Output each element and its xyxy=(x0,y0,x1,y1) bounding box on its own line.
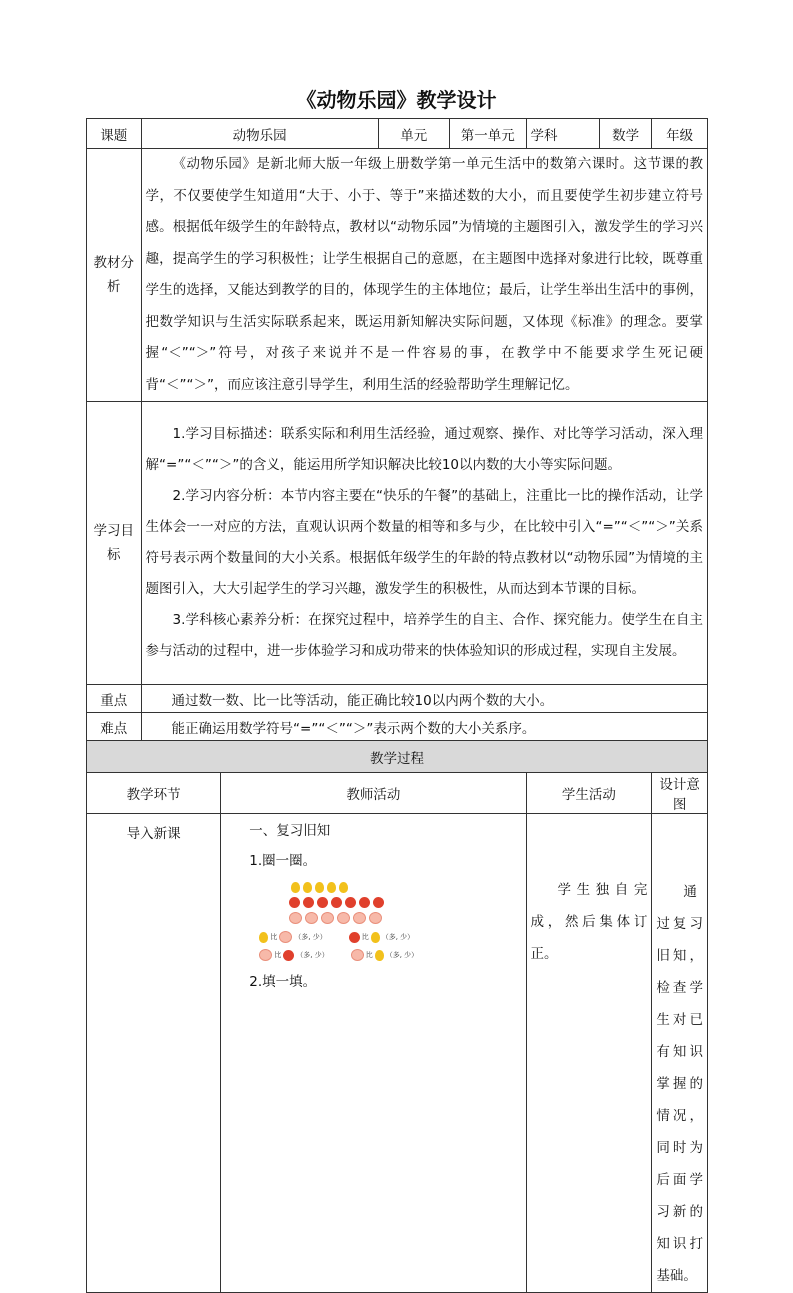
label-unit: 单元 xyxy=(378,119,449,149)
process-row-1 xyxy=(87,814,708,1293)
pear-icon xyxy=(315,882,324,893)
apple-icon xyxy=(373,897,384,908)
stage-cell: 导入新课 xyxy=(87,814,221,1293)
intent-cell: 通过复习旧知，检查学生对已有知识掌握的情况，同时为后面学习新的知识打基础。 xyxy=(652,814,708,1293)
goal-paragraph-3: 3.学科核心素养分析：在探究过程中，培养学生的自主、合作、探究能力。使学生在自主参与活动的过程中，进一步体验学习和成功带来的快体验知识的形成过程，实现自主发展。 xyxy=(145,612,703,659)
material-row xyxy=(87,149,708,402)
apple-icon xyxy=(289,897,300,908)
student-cell: 学生独自完成，然后集体订正。 xyxy=(526,814,652,1293)
compare-apple-pear: 比 （多, 少） xyxy=(349,931,414,943)
col-stage: 教学环节 xyxy=(87,773,221,814)
key-label: 重点 xyxy=(87,685,142,713)
peach-icon xyxy=(289,912,302,924)
review-heading: 一、复习旧知 xyxy=(249,823,331,839)
topic-value: 动物乐园 xyxy=(141,119,378,149)
apple-icon xyxy=(359,897,370,908)
apple-icon xyxy=(331,897,342,908)
peach-row xyxy=(259,910,521,925)
pear-row xyxy=(259,880,521,895)
header-row xyxy=(87,119,708,149)
goals-row xyxy=(87,402,708,685)
process-header-row xyxy=(87,773,708,814)
key-row xyxy=(87,685,708,713)
compare-peach-apple: 比 （多, 少） xyxy=(259,949,328,961)
peach-icon xyxy=(305,912,318,924)
material-label: 教材分析 xyxy=(87,149,142,402)
compare-row-2 xyxy=(259,949,521,961)
key-text: 通过数一数、比一比等活动，能正确比较10以内两个数的大小。 xyxy=(141,685,707,713)
apple-icon xyxy=(317,897,328,908)
peach-icon xyxy=(369,912,382,924)
process-title: 教学过程 xyxy=(87,741,708,773)
fruit-figure xyxy=(259,880,521,961)
process-title-row xyxy=(87,741,708,773)
goal-paragraph-2: 2.学习内容分析：本节内容主要在“快乐的午餐”的基础上，注重比一比的操作活动，让学生体会一一对应的方法，直观认识两个数量的相等和多与少，在比较中引入“=”“＜”“＞”关系符号表示两个数量间的大小关系。根据低年级学生的年龄的特点教材以“动物乐园”为情境的主题图引入，大大引起学生的学习兴趣，激发学生的积极性，从而达到本节课的目标。 xyxy=(145,488,703,597)
compare-peach-pear: 比 （多, 少） xyxy=(351,949,418,961)
pear-icon xyxy=(327,882,336,893)
apple-icon xyxy=(345,897,356,908)
label-subject: 学科 xyxy=(526,119,599,149)
document-title: 《动物乐园》教学设计 xyxy=(296,88,497,112)
goals-label: 学习目标 xyxy=(87,402,142,685)
apple-icon xyxy=(303,897,314,908)
apple-row xyxy=(259,895,521,910)
item-circle: 1.圈一圈。 xyxy=(249,853,317,869)
unit-value: 第一单元 xyxy=(449,119,526,149)
difficulty-row xyxy=(87,713,708,741)
pear-icon xyxy=(339,882,348,893)
col-student: 学生活动 xyxy=(526,773,652,814)
goal-paragraph-1: 1.学习目标描述：联系实际和利用生活经验，通过观察、操作、对比等学习活动，深入理解“=”“＜”“＞”的含义，能运用所学知识解决比较10以内数的大小等实际问题。 xyxy=(145,426,703,473)
peach-icon xyxy=(337,912,350,924)
material-text: 《动物乐园》是新北师大版一年级上册数学第一单元生活中的数第六课时。这节课的教学，不仅要使学生知道用“大于、小于、等于”来描述数的大小，而且要使学生初步建立符号感。根据低年级学生的年龄特点，教材以“动物乐园”为情境的主题图引入，激发学生的学习兴趣，提高学生的学习积极性；让学生根据自己的意愿，在主题图中选择对象进行比较，既尊重学生的选择，又能达到教学的目的，体现学生的主体地位；最后，让学生举出生活中的事例，把数学知识与生活实际联系起来，既运用新知解决实际问题，又体现《标准》的理念。要掌握“＜”“＞”符号，对孩子来说并不是一件容易的事，在教学中不能要求学生死记硬背“＜”“＞”，而应该注意引导学生，利用生活的经验帮助学生理解记忆。 xyxy=(141,149,707,402)
teacher-cell xyxy=(221,814,526,1293)
peach-icon xyxy=(353,912,366,924)
label-topic: 课题 xyxy=(87,119,142,149)
peach-icon xyxy=(321,912,334,924)
difficulty-text: 能正确运用数学符号“=”“＜”“＞”表示两个数的大小关系序。 xyxy=(141,713,707,741)
difficulty-label: 难点 xyxy=(87,713,142,741)
subject-value: 数学 xyxy=(599,119,651,149)
lesson-plan-table xyxy=(86,118,708,1293)
col-intent: 设计意图 xyxy=(652,773,708,814)
label-grade: 年级 xyxy=(652,119,708,149)
pear-icon xyxy=(303,882,312,893)
compare-row-1 xyxy=(259,931,521,943)
goals-text xyxy=(141,402,707,685)
item-fill: 2.填一填。 xyxy=(249,974,317,990)
col-teacher: 教师活动 xyxy=(221,773,526,814)
compare-pear-peach: 比 （多, 少） xyxy=(259,931,326,943)
pear-icon xyxy=(291,882,300,893)
